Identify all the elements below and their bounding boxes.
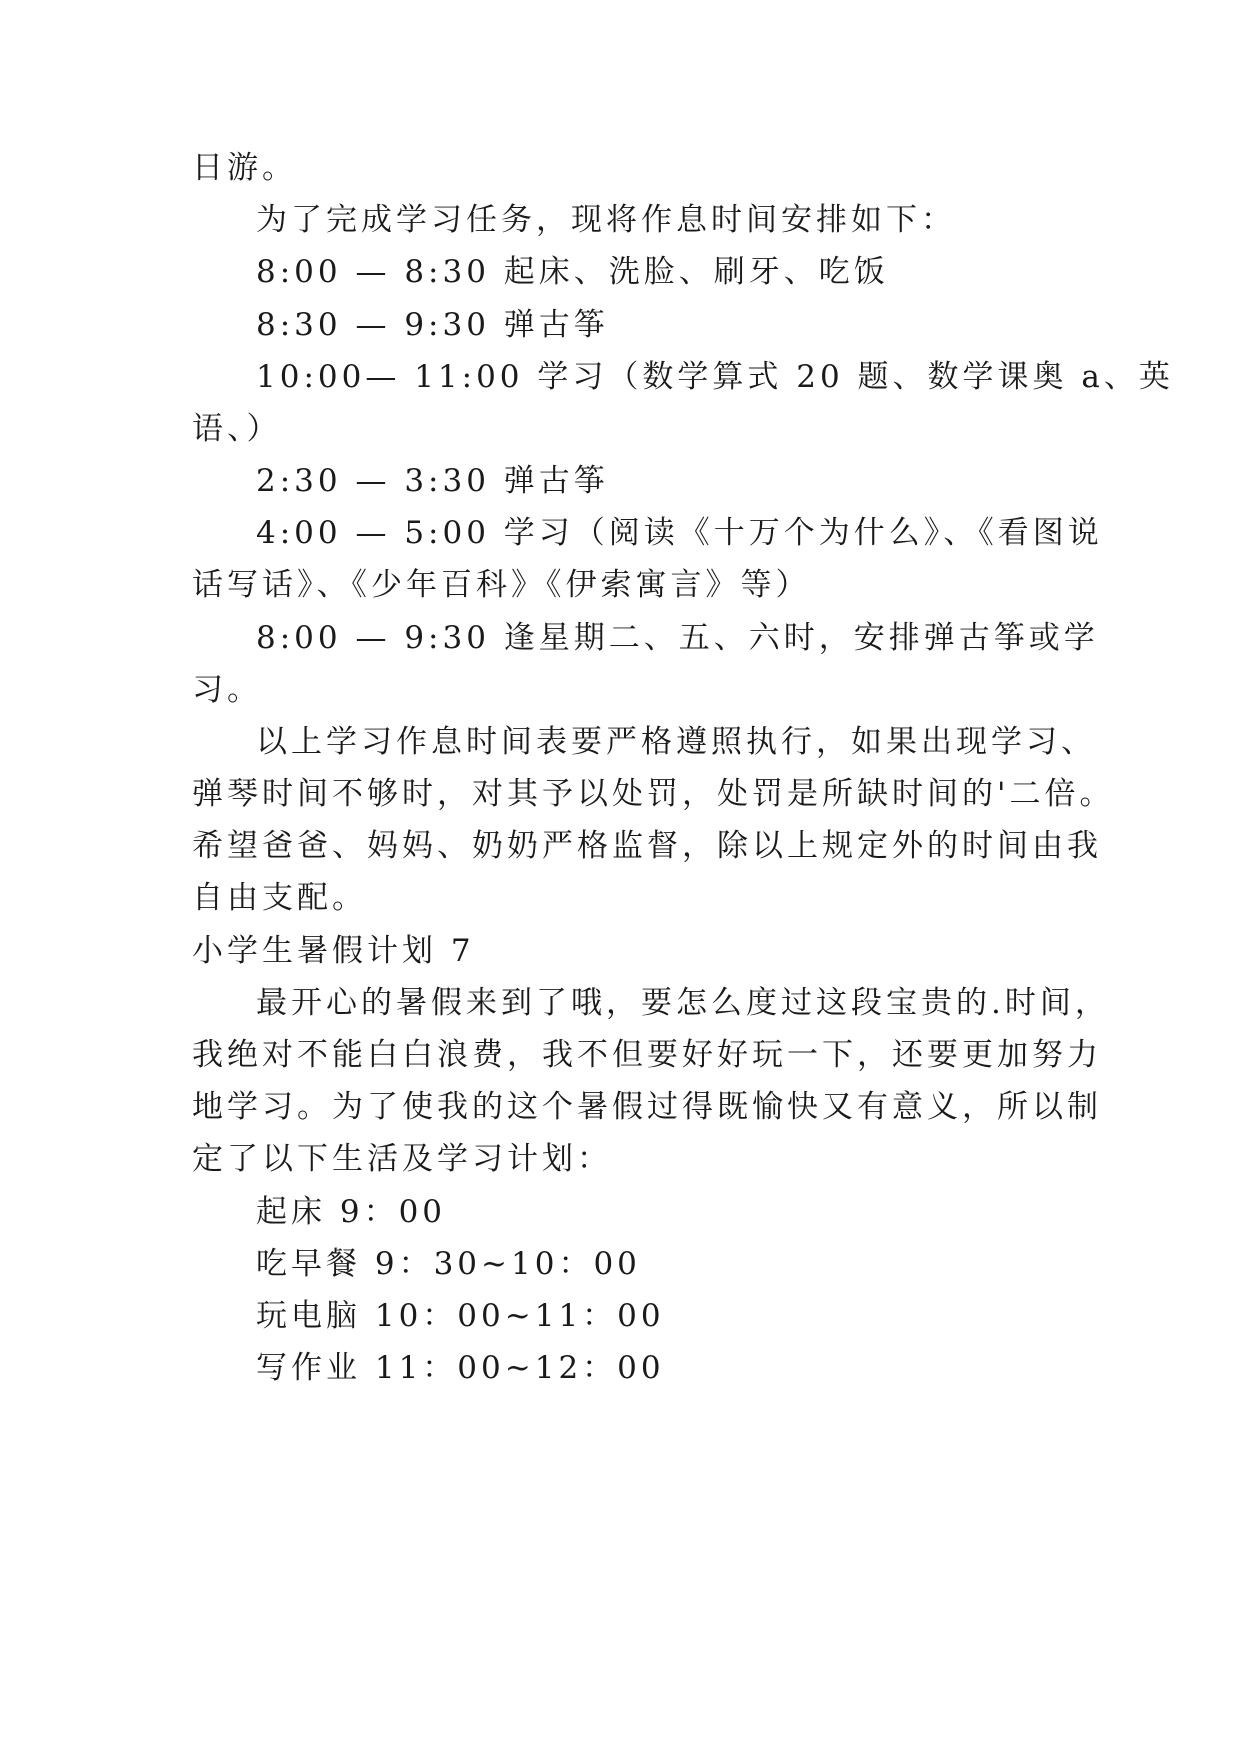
text-line: 4:00 — 5:00 学习（阅读《十万个为什么》、《看图说 (256, 515, 1103, 551)
text-line: 希望爸爸、妈妈、奶奶严格监督，除以上规定外的时间由我 (192, 828, 1102, 864)
text-line: 日游。 (192, 150, 297, 186)
text-line: 起床 9：00 (256, 1194, 447, 1230)
text-line: 为了完成学习任务，现将作息时间安排如下： (256, 202, 956, 238)
text-line: 玩电脑 10：00~11：00 (256, 1298, 665, 1334)
text-line: 弹琴时间不够时，对其予以处罚，处罚是所缺时间的'二倍。 (192, 776, 1115, 812)
text-line: 话写话》、《少年百科》《伊索寓言》等） (192, 567, 811, 603)
section-heading: 小学生暑假计划 7 (192, 933, 475, 969)
text-line: 8:30 — 9:30 弹古筝 (256, 307, 609, 343)
text-line: 吃早餐 9：30~10：00 (256, 1246, 641, 1282)
text-line: 写作业 11：00~12：00 (256, 1350, 665, 1386)
text-line: 自由支配。 (192, 880, 367, 916)
text-line: 8:00 — 8:30 起床、洗脸、刷牙、吃饭 (256, 254, 889, 290)
text-line: 我绝对不能白白浪费，我不但要好好玩一下，还要更加努力 (192, 1037, 1102, 1073)
text-line: 习。 (192, 672, 262, 708)
text-line: 最开心的暑假来到了哦，要怎么度过这段宝贵的.时间， (256, 985, 1110, 1021)
text-line: 10:00— 11:00 学习（数学算式 20 题、数学课奥 a、英 (256, 359, 1174, 395)
text-line: 地学习。为了使我的这个暑假过得既愉快又有意义，所以制 (192, 1089, 1102, 1125)
text-line: 2:30 — 3:30 弹古筝 (256, 463, 609, 499)
text-line: 定了以下生活及学习计划： (192, 1141, 612, 1177)
text-line: 以上学习作息时间表要严格遵照执行，如果出现学习、 (256, 724, 1096, 760)
text-line: 8:00 — 9:30 逢星期二、五、六时，安排弹古筝或学 (256, 620, 1099, 656)
text-line: 语、） (192, 411, 282, 447)
